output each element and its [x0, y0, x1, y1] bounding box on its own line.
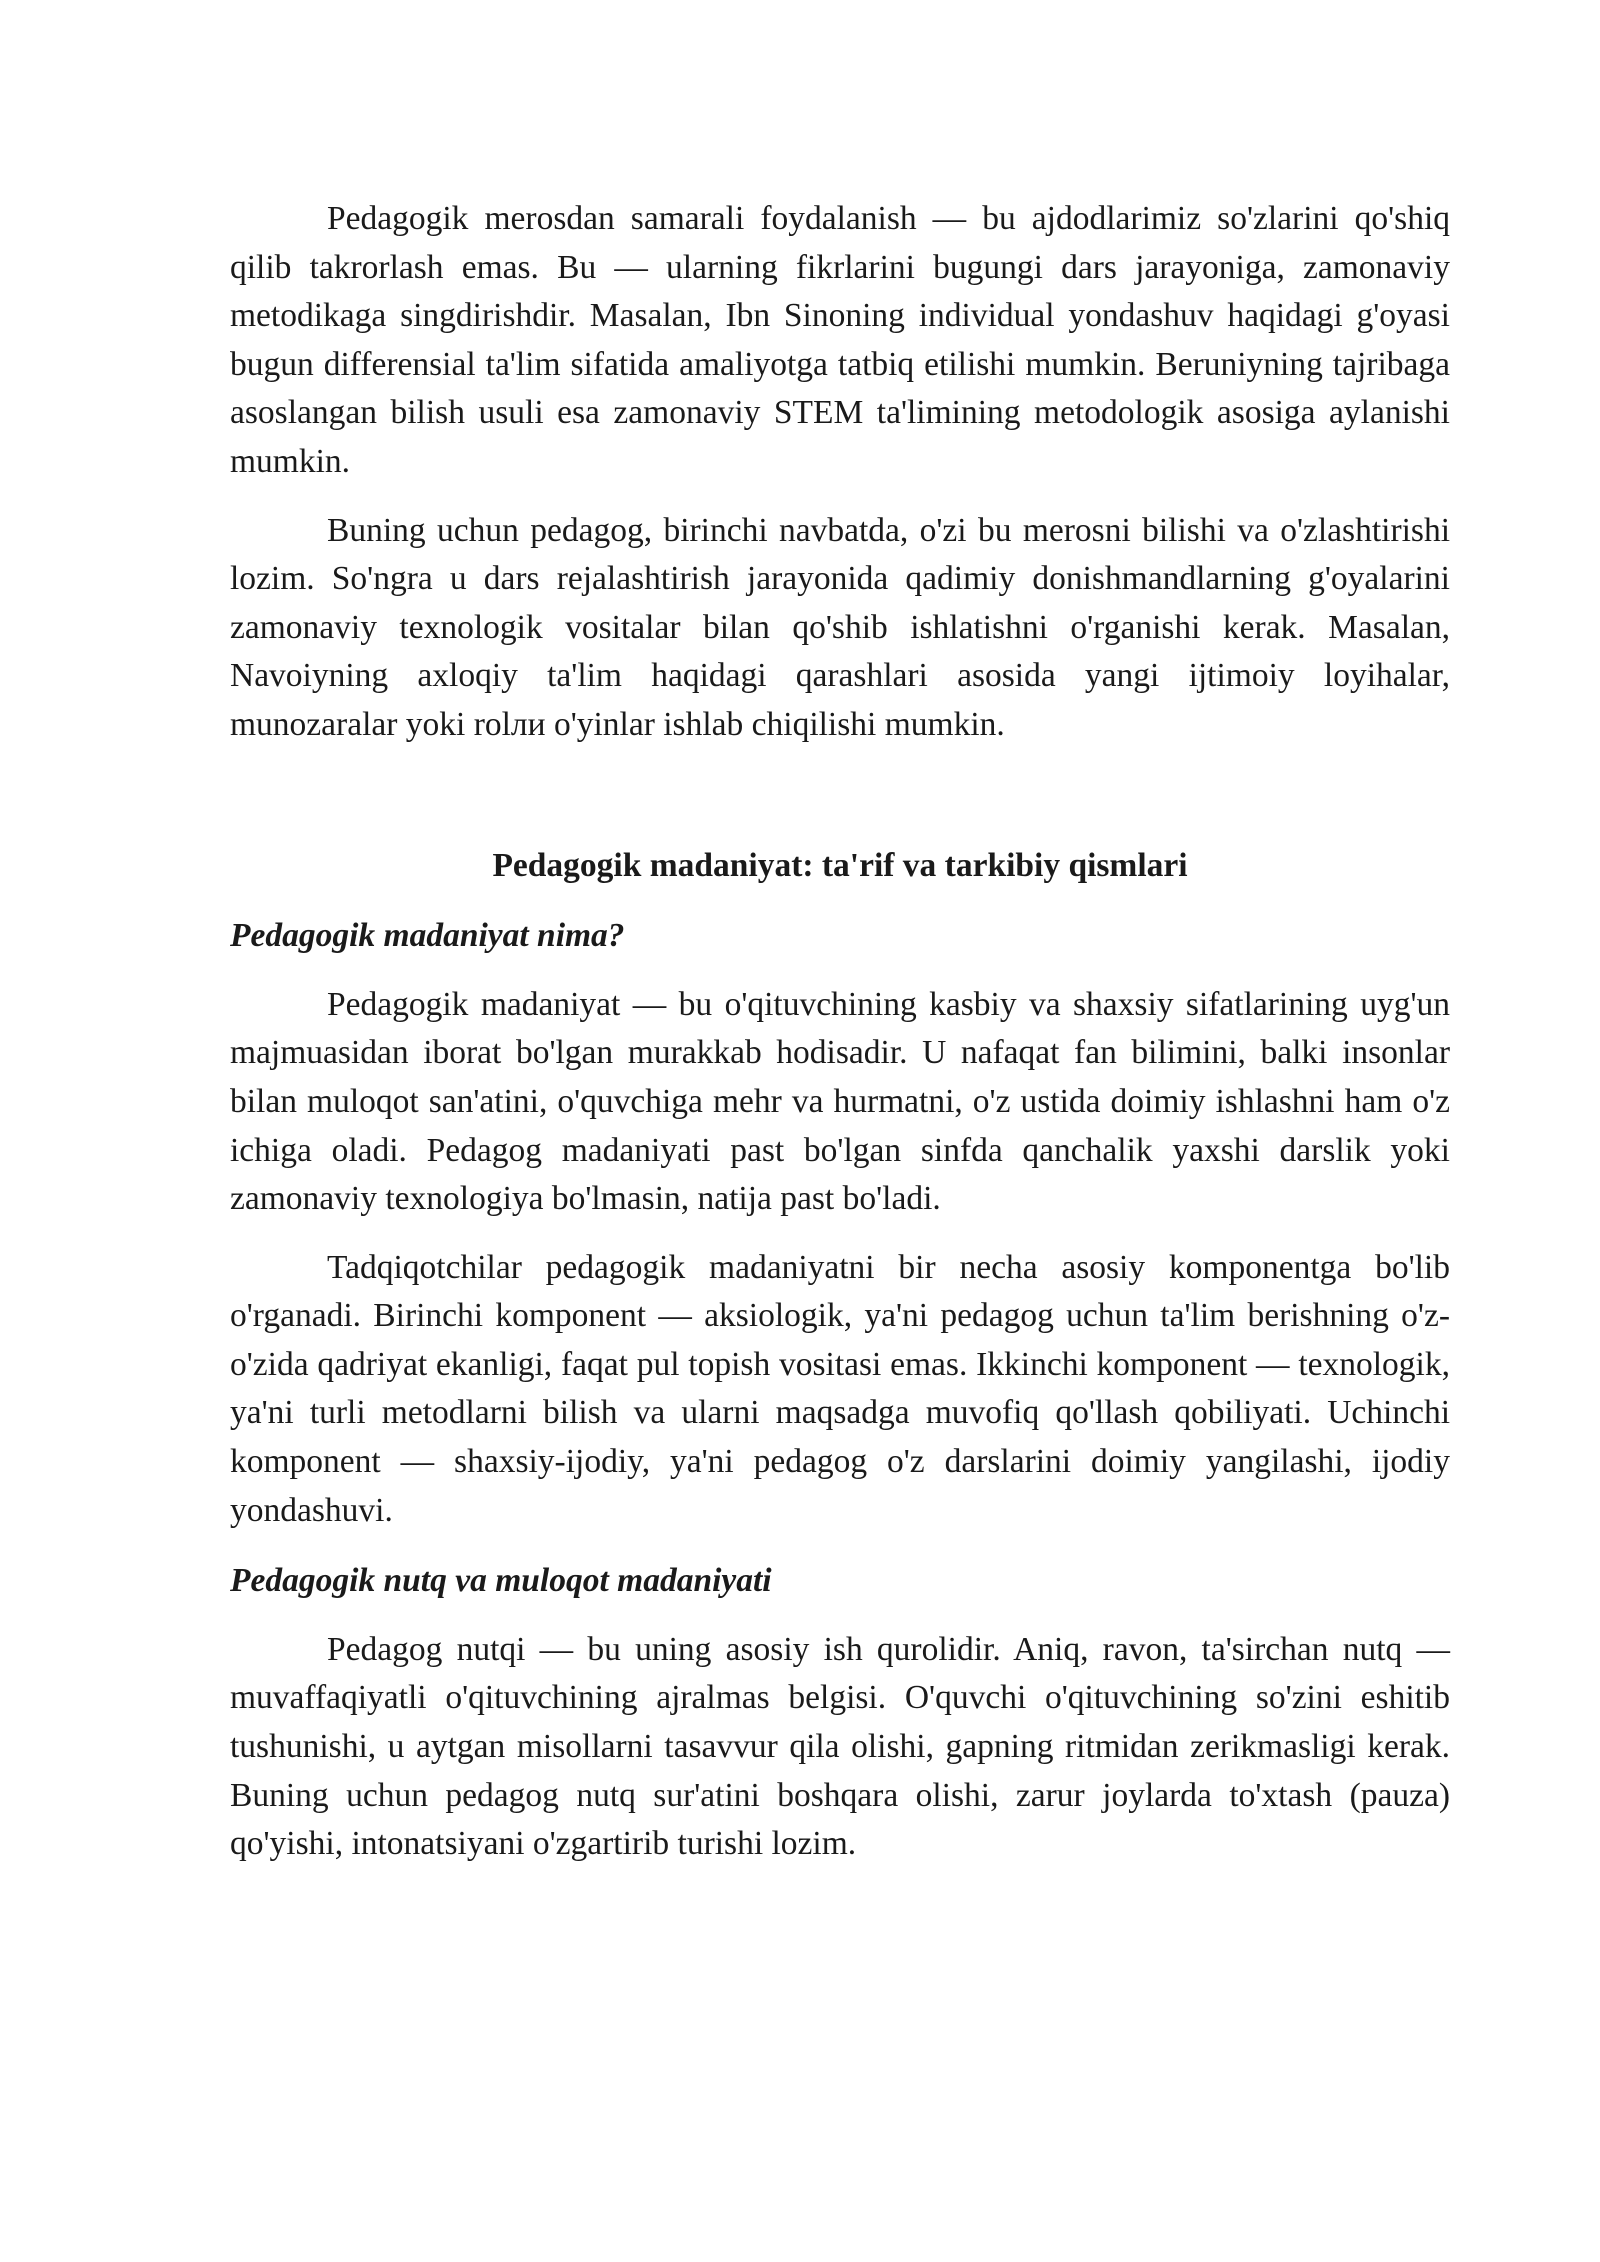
paragraph-speech: Pedagog nutqi — bu uning asosiy ish qurolidir. Aniq, ravon, ta'sirchan nutq — muvaffaqiyatli o'qituvchining ajralmas belgisi. O'quvchi o'qituvchining so'zini eshitib tushunishi, u aytgan misollarni tasavvur qila olishi, gapning ritmidan zerikmasligi kerak. Buning uchun pedagog nutq sur'atini boshqara olishi, zarur joylarda to'xtash (pauza) qo'yishi, intonatsiyani o'zgartirib turishi lozim. [230, 1630, 1450, 1863]
paragraph-intro-1: Pedagogik merosdan samarali foydalanish — bu ajdodlarimiz so'zlarini qo'shiq qilib takrorlash emas. Bu — ularning fikrlarini bugungi dars jarayoniga, zamonaviy metodikaga singdirishdir. Masalan, Ibn Sinoning individual yondashuv haqidagi g'oyasi bugun differensial ta'lim sifatida amaliyotga tatbiq etilishi mumkin. Beruniyning tajribaga asoslangan bilish usuli esa zamonaviy STEM ta'limining metodologik asosiga aylanishi mumkin. [230, 200, 1450, 480]
section-heading: Pedagogik madaniyat: ta'rif va tarkibiy qismlari [492, 846, 1188, 884]
paragraph-intro-2: Buning uchun pedagog, birinchi navbatda, o'zi bu merosni bilishi va o'zlashtirishi lozim. So'ngra u dars rejalashtirish jarayonida qadimiy donishmandlarning g'oyalarini zamonaviy texnologik vositalar bilan qo'shib ishlatishni o'rganishi kerak. Masalan, Navoiyning axloqiy ta'lim haqidagi qarashlari asosida yangi ijtimoiy loyihalar, munozaralar yoki rolли o'yinlar ishlab chiqilishi mumkin. [230, 511, 1450, 743]
paragraph-components: Tadqiqotchilar pedagogik madaniyatni bir necha asosiy komponentga bo'lib o'rganadi. Birinchi komponent — aksiologik, ya'ni pedagog uchun ta'lim berishning o'z-o'zida qadriyat ekanligi, faqat pul topish vositasi emas. Ikkinchi komponent — texnologik, ya'ni turli metodlarni bilish va ularni maqsadga muvofiq qo'llash qobiliyati. Uchinchi komponent — shaxsiy-ijodiy, ya'ni pedagog o'z darslarini doimiy yangilashi, ijodiy yondashuvi. [230, 1248, 1450, 1529]
paragraph-definition: Pedagogik madaniyat — bu o'qituvchining kasbiy va shaxsiy sifatlarining uyg'un majmuasidan iborat bo'lgan murakkab hodisadir. U nafaqat fan bilimini, balki insonlar bilan muloqot san'atini, o'quvchiga mehr va hurmatni, o'z ustida doimiy ishlashni ham o'z ichiga oladi. Pedagog madaniyati past bo'lgan sinfda qanchalik yaxshi darslik yoki zamonaviy texnologiya bo'lmasin, natija past bo'ladi. [230, 985, 1450, 1218]
document-page [230, 195, 1450, 1869]
subheading-what-is: Pedagogik madaniyat nima? [230, 917, 625, 955]
subheading-speech-culture: Pedagogik nutq va muloqot madaniyati [230, 1562, 772, 1600]
